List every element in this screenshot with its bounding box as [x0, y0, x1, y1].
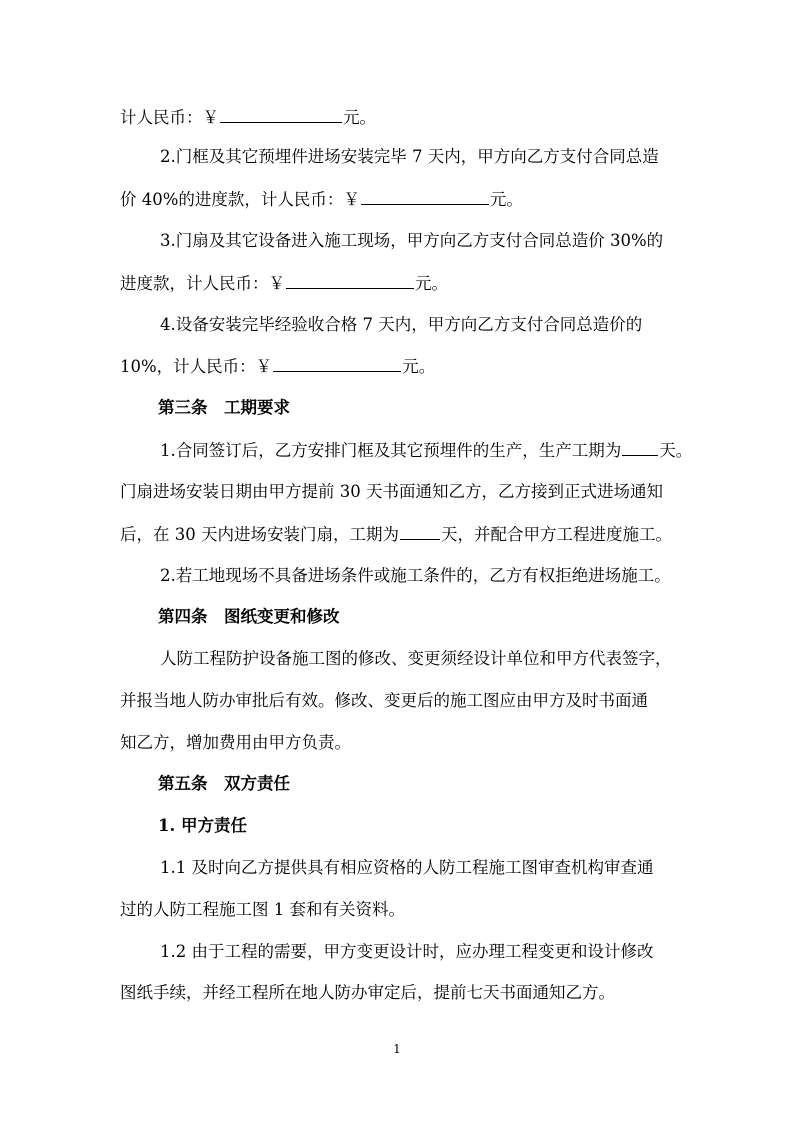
duty-line-3: 1.2 由于工程的需要，甲方变更设计时，应办理工程变更和设计修改: [160, 942, 654, 961]
amount-blank: [220, 106, 342, 123]
payment-line-2: 2.门框及其它预埋件进场安装完毕 7 天内，甲方向乙方支付合同总造: [160, 147, 659, 166]
payment-line-4: 3.门扇及其它设备进入施工现场，甲方向乙方支付合同总造价 30%的: [160, 231, 664, 250]
duty-line-1: 1.1 及时向乙方提供具有相应资格的人防工程施工图审查机构审查通: [160, 858, 654, 877]
duty-line-4: 图纸手续，并经工程所在地人防办审定后，提前七天书面通知乙方。: [120, 983, 615, 1002]
section-heading-5: 第五条 双方责任: [158, 774, 290, 793]
drawing-line-2: 并报当地人防办审批后有效。修改、变更后的施工图应由甲方及时书面通: [120, 691, 648, 710]
section-heading-3: 第三条 工期要求: [158, 398, 290, 417]
days-blank: [622, 439, 658, 456]
amount-blank: [361, 188, 489, 205]
amount-blank: [286, 272, 414, 289]
amount-blank: [273, 355, 401, 372]
schedule-line-4: 2.若工地现场不具备进场条件或施工条件的，乙方有权拒绝进场施工。: [160, 566, 671, 585]
page-number: 1: [393, 1042, 401, 1056]
drawing-line-3: 知乙方，增加费用由甲方负责。: [120, 733, 351, 752]
drawing-line-1: 人防工程防护设备施工图的修改、变更须经设计单位和甲方代表签字，: [160, 649, 672, 668]
payment-line-3: 价 40%的进度款，计人民币：￥ 元。: [120, 190, 523, 209]
schedule-line-2: 门扇进场安装日期由甲方提前 30 天书面通知乙方，乙方接到正式进场通知: [120, 482, 663, 501]
section-heading-4: 第四条 图纸变更和修改: [158, 607, 340, 626]
payment-line-1: 计人民币：￥ 元。: [120, 108, 376, 127]
schedule-line-3: 后，在 30 天内进场安装门扇，工期为 天，并配合甲方工程进度施工。: [120, 525, 672, 544]
days-blank: [400, 523, 440, 540]
payment-line-7: 10%，计人民币：￥ 元。: [120, 357, 436, 376]
payment-line-5: 进度款，计人民币：￥ 元。: [120, 274, 448, 293]
duty-line-2: 过的人防工程施工图 1 套和有关资料。: [120, 900, 405, 919]
payment-line-6: 4.设备安装完毕经验收合格 7 天内，甲方向乙方支付合同总造价的: [160, 315, 643, 334]
schedule-line-1: 1.合同签订后，乙方安排门框及其它预埋件的生产，生产工期为 天。: [160, 441, 693, 460]
sub-heading-party-a: 1. 甲方责任: [158, 816, 247, 835]
